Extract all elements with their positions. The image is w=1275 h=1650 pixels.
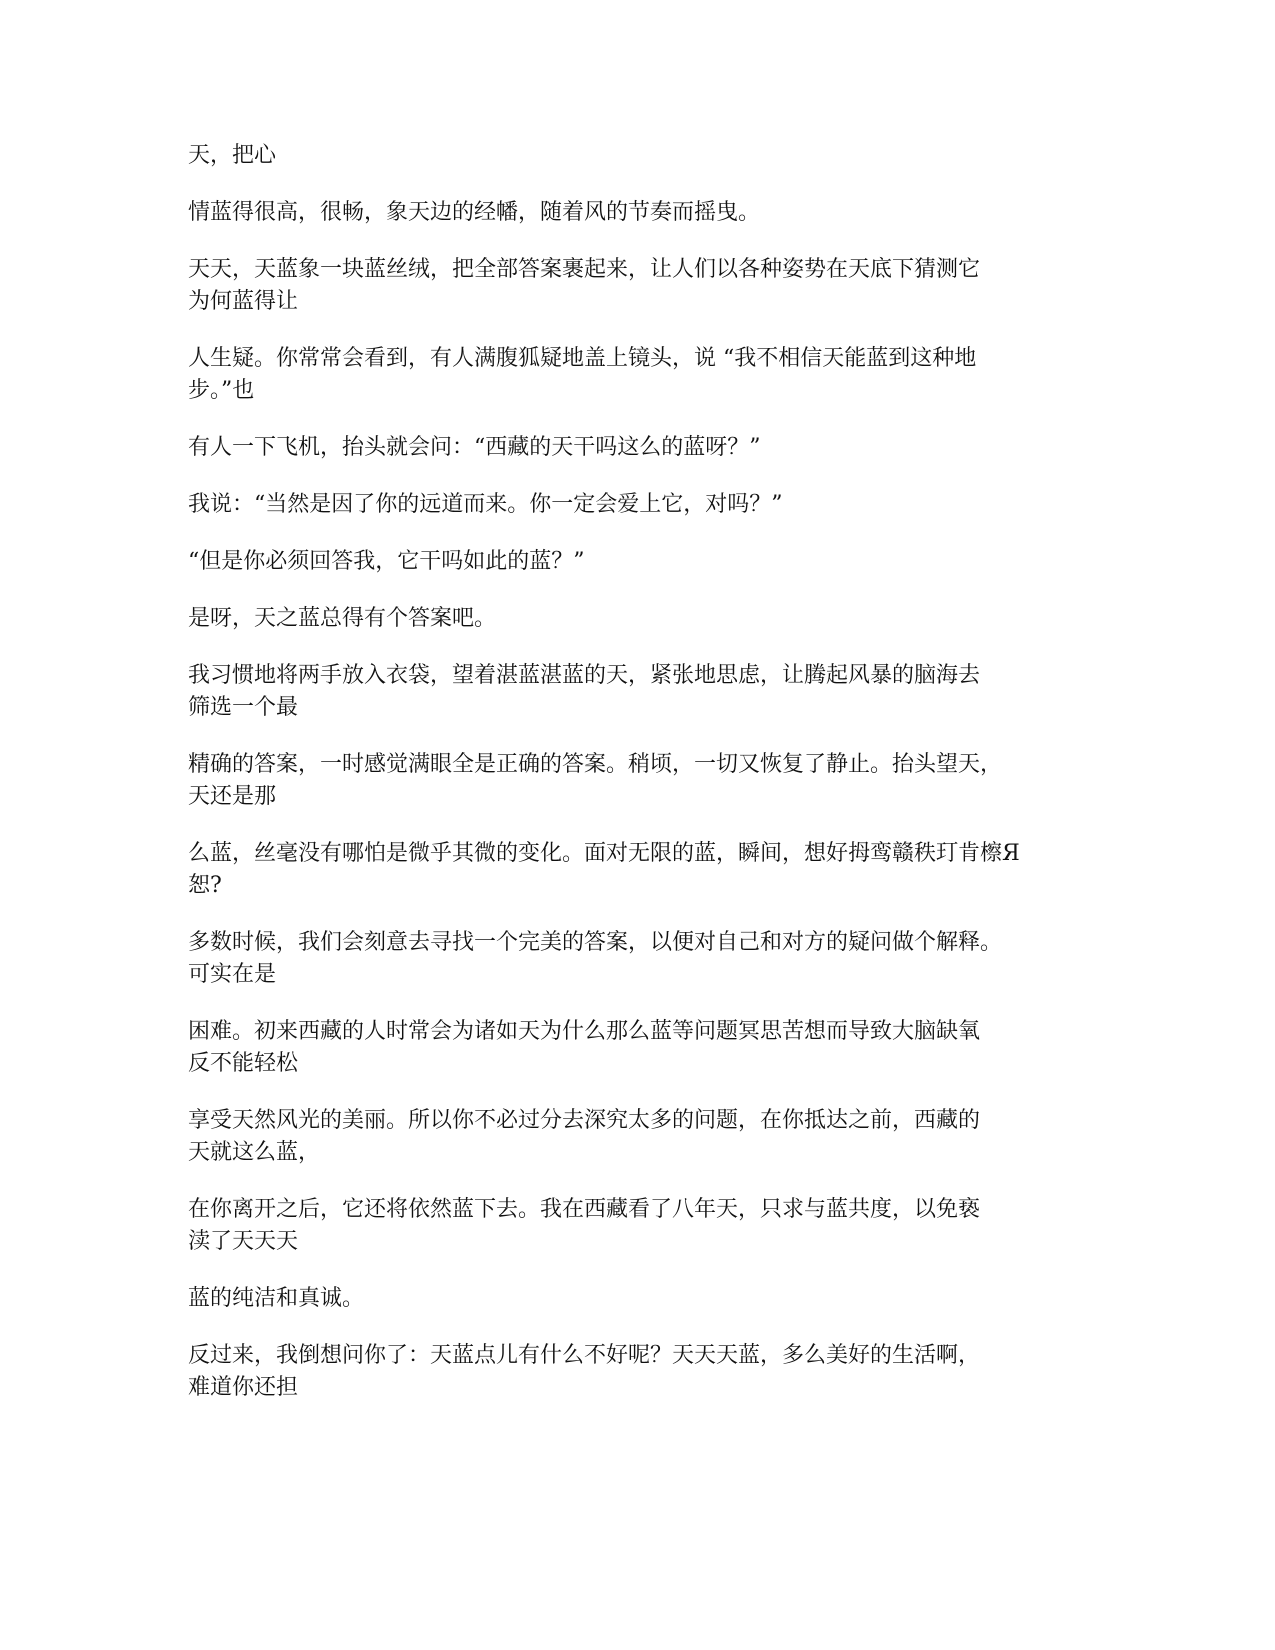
paragraph [188, 927, 1088, 991]
text-line: 渎了天天天 [188, 1229, 299, 1254]
text-line: 多数时候，我们会刻意去寻找一个完美的答案，以便对自己和对方的疑问做个解释。 [188, 930, 1003, 955]
paragraph [188, 1194, 1088, 1258]
text-line: 为何蓝得让 [188, 289, 299, 314]
text-line: 筛选一个最 [188, 695, 299, 720]
text-line: 可实在是 [188, 962, 277, 987]
text-line: 困难。初来西藏的人时常会为诸如天为什么那么蓝等问题冥思苦想而导致大脑缺氧 [188, 1019, 981, 1044]
text-line: 享受天然风光的美丽。所以你不必过分去深究太多的问题，在你抵达之前，西藏的 [188, 1108, 981, 1133]
text-line: 反不能轻松 [188, 1051, 299, 1076]
text-line: 情蓝得很高，很畅，象天边的经幡，随着风的节奏而摇曳。 [188, 200, 761, 225]
text-line: 天天，天蓝象一块蓝丝绒，把全部答案裹起来，让人们以各种姿势在天底下猜测它 [188, 257, 981, 282]
text-line: 精确的答案，一时感觉满眼全是正确的答案。稍顷，一切又恢复了静止。抬头望天， [188, 752, 1003, 777]
text-line: 难道你还担 [188, 1375, 299, 1400]
paragraph [188, 343, 1088, 407]
paragraph [188, 197, 1088, 229]
text-line: 反过来，我倒想问你了：天蓝点儿有什么不好呢？天天天蓝，多么美好的生活啊， [188, 1343, 981, 1368]
paragraph [188, 432, 1088, 464]
text-line: 我说：“当然是因了你的远道而来。你一定会爱上它，对吗？” [188, 492, 783, 517]
text-line: 天还是那 [188, 784, 277, 809]
text-line: 天，把心 [188, 143, 277, 168]
text-line: 蓝的纯洁和真诚。 [188, 1286, 365, 1311]
paragraph [188, 140, 1088, 172]
text-line: 恕? [188, 873, 222, 898]
text-line: 我习惯地将两手放入衣袋，望着湛蓝湛蓝的天，紧张地思虑，让腾起风暴的脑海去 [188, 663, 981, 688]
text-line: 是呀，天之蓝总得有个答案吧。 [188, 606, 497, 631]
paragraph [188, 660, 1088, 724]
paragraph [188, 1283, 1088, 1315]
text-line: 有人一下飞机，抬头就会问：“西藏的天干吗这么的蓝呀？” [188, 435, 761, 460]
text-line: 人生疑。你常常会看到，有人满腹狐疑地盖上镜头，说 “我不相信天能蓝到这种地 [188, 346, 977, 371]
text-line: 么蓝，丝毫没有哪怕是微乎其微的变化。面对无限的蓝，瞬间，想好拇鸾赣秩玎肯檫Я [188, 841, 1020, 866]
text-line: 步。”也 [188, 378, 255, 403]
body-text [188, 140, 1088, 1429]
paragraph [188, 1016, 1088, 1080]
paragraph [188, 489, 1088, 521]
paragraph [188, 603, 1088, 635]
paragraph [188, 749, 1088, 813]
paragraph [188, 546, 1088, 578]
paragraph [188, 254, 1088, 318]
text-line: “但是你必须回答我，它干吗如此的蓝？” [188, 549, 585, 574]
paragraph [188, 838, 1088, 902]
text-line: 天就这么蓝， [188, 1140, 321, 1165]
paragraph [188, 1105, 1088, 1169]
paragraph [188, 1340, 1088, 1404]
text-line: 在你离开之后，它还将依然蓝下去。我在西藏看了八年天，只求与蓝共度，以免亵 [188, 1197, 981, 1222]
